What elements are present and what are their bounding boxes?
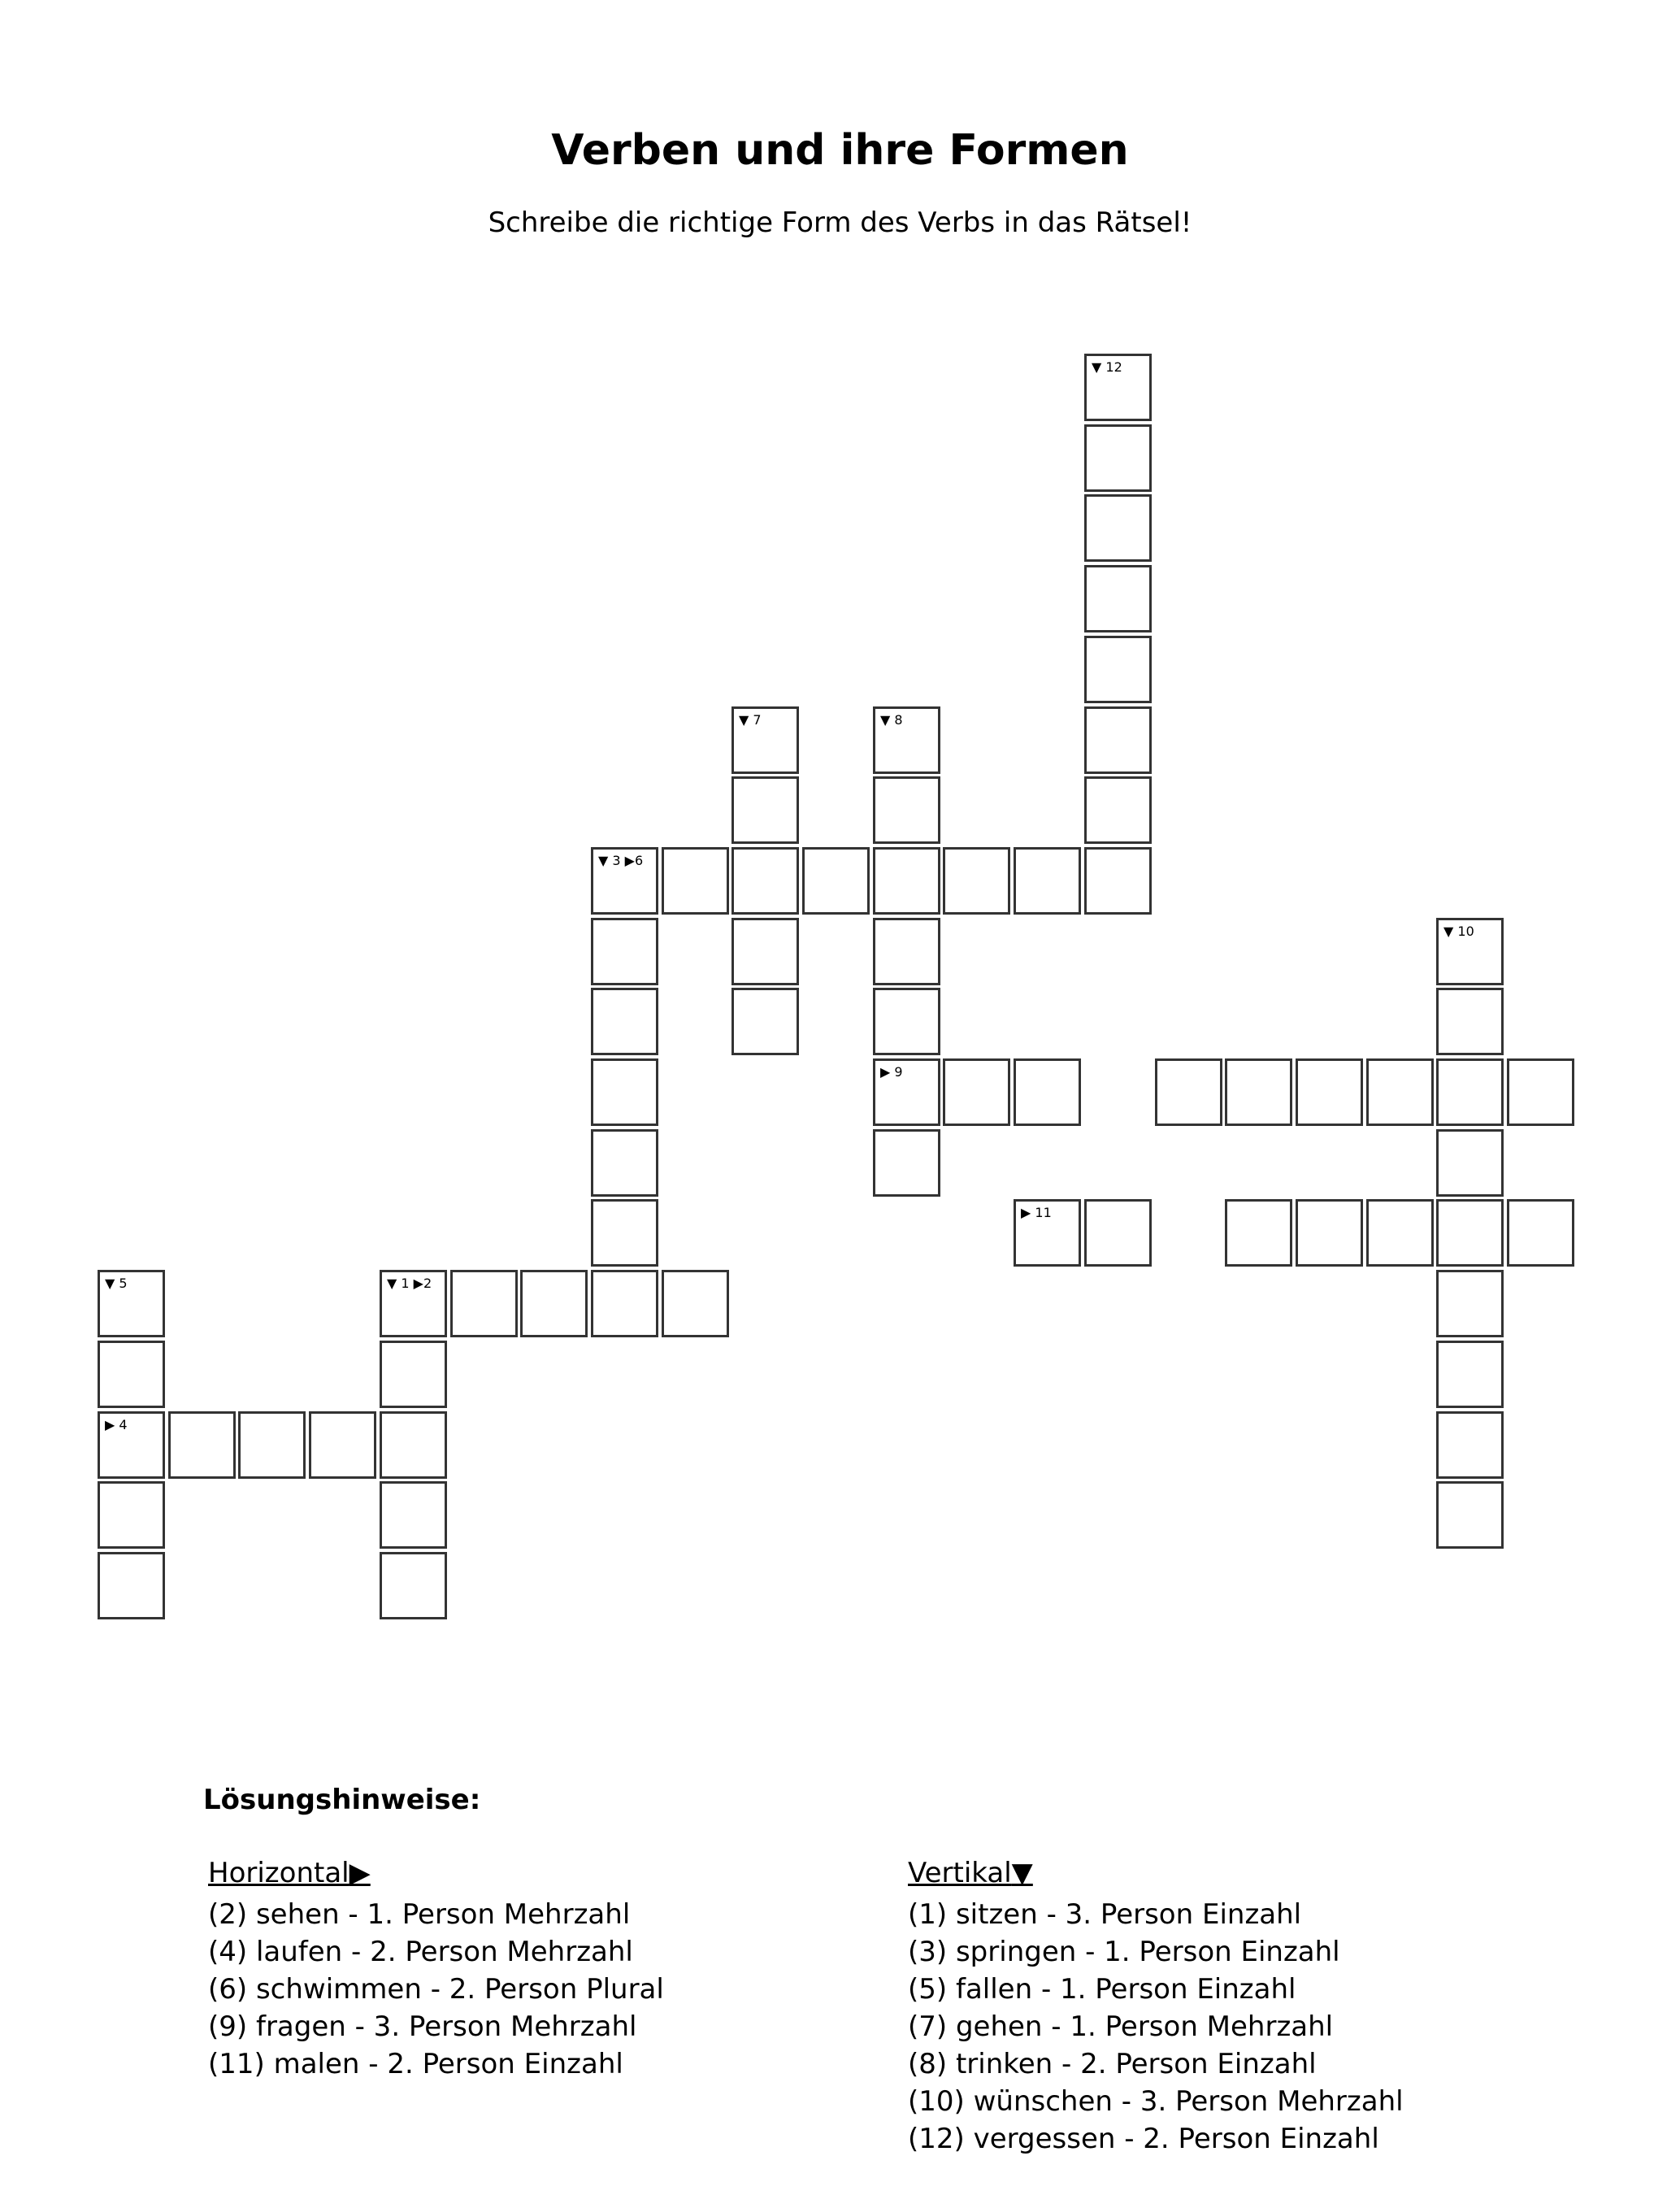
clue-horizontal-4: (4) laufen - 2. Person Mehrzahl <box>208 1936 633 1968</box>
crossword-cell[interactable] <box>1225 1199 1292 1267</box>
crossword-cell[interactable] <box>309 1411 376 1479</box>
crossword-cell[interactable] <box>1084 494 1152 562</box>
vertical-heading: Vertikal▼ <box>908 1857 1033 1889</box>
crossword-cell[interactable] <box>1436 1199 1504 1267</box>
crossword-cell[interactable] <box>98 1552 165 1619</box>
crossword-cell[interactable] <box>731 776 799 844</box>
clue-number-label: ▼ 3 ▶6 <box>598 853 644 868</box>
crossword-cell[interactable] <box>591 1129 658 1197</box>
crossword-cell[interactable] <box>1436 1129 1504 1197</box>
clue-number-label: ▼ 12 <box>1092 359 1122 375</box>
clue-number-label: ▼ 10 <box>1443 924 1474 939</box>
crossword-cell[interactable] <box>1225 1058 1292 1126</box>
crossword-cell[interactable] <box>1084 776 1152 844</box>
crossword-cell[interactable] <box>731 988 799 1055</box>
crossword-cell[interactable] <box>1507 1058 1574 1126</box>
crossword-cell[interactable] <box>1436 1341 1504 1408</box>
clue-number-label: ▼ 8 <box>880 712 903 728</box>
crossword-cell[interactable] <box>1296 1058 1363 1126</box>
crossword-cell[interactable] <box>168 1411 236 1479</box>
crossword-cell[interactable] <box>1436 988 1504 1055</box>
crossword-cell[interactable] <box>591 847 658 915</box>
clue-number-label: ▶ 11 <box>1021 1205 1052 1220</box>
crossword-cell[interactable] <box>1436 1411 1504 1479</box>
crossword-cell[interactable] <box>98 1270 165 1337</box>
clue-vertical-12: (12) vergessen - 2. Person Einzahl <box>908 2123 1379 2155</box>
crossword-cell[interactable] <box>1507 1199 1574 1267</box>
hints-heading: Lösungshinweise: <box>203 1784 481 1816</box>
crossword-cell[interactable] <box>520 1270 588 1337</box>
crossword-cell[interactable] <box>380 1481 447 1549</box>
crossword-cell[interactable] <box>1014 1199 1081 1267</box>
crossword-cell[interactable] <box>1436 1481 1504 1549</box>
clue-number-label: ▼ 1 ▶2 <box>387 1276 432 1291</box>
crossword-cell[interactable] <box>380 1270 447 1337</box>
crossword-cell[interactable] <box>873 1058 940 1126</box>
clue-number-label: ▼ 7 <box>739 712 762 728</box>
clue-vertical-5: (5) fallen - 1. Person Einzahl <box>908 1973 1296 2006</box>
crossword-cell[interactable] <box>591 1058 658 1126</box>
crossword-cell[interactable] <box>1436 918 1504 985</box>
crossword-cell[interactable] <box>731 706 799 774</box>
clue-horizontal-9: (9) fragen - 3. Person Mehrzahl <box>208 2010 637 2043</box>
crossword-cell[interactable] <box>873 706 940 774</box>
clue-horizontal-6: (6) schwimmen - 2. Person Plural <box>208 1973 664 2006</box>
crossword-cell[interactable] <box>943 1058 1010 1126</box>
crossword-cell[interactable] <box>591 1199 658 1267</box>
clue-horizontal-2: (2) sehen - 1. Person Mehrzahl <box>208 1898 631 1931</box>
vertical-clues <box>908 1855 1404 2158</box>
crossword-cell[interactable] <box>662 847 729 915</box>
crossword-cell[interactable] <box>1084 706 1152 774</box>
crossword-cell[interactable] <box>1084 424 1152 492</box>
horizontal-heading: Horizontal▶ <box>208 1857 371 1889</box>
crossword-cell[interactable] <box>873 918 940 985</box>
clue-number-label: ▶ 4 <box>105 1417 128 1432</box>
crossword-cell[interactable] <box>1014 847 1081 915</box>
crossword-cell[interactable] <box>731 847 799 915</box>
crossword-cell[interactable] <box>802 847 870 915</box>
clue-vertical-8: (8) trinken - 2. Person Einzahl <box>908 2048 1317 2080</box>
clue-vertical-7: (7) gehen - 1. Person Mehrzahl <box>908 2010 1334 2043</box>
crossword-cell[interactable] <box>380 1341 447 1408</box>
arrow-down-icon: ▼ <box>1011 1857 1033 1889</box>
crossword-cell[interactable] <box>1084 847 1152 915</box>
crossword-cell[interactable] <box>238 1411 306 1479</box>
crossword-cell[interactable] <box>1084 565 1152 632</box>
crossword-cell[interactable] <box>873 847 940 915</box>
crossword-cell[interactable] <box>98 1341 165 1408</box>
crossword-cell[interactable] <box>1436 1270 1504 1337</box>
crossword-cell[interactable] <box>591 988 658 1055</box>
crossword-cell[interactable] <box>731 918 799 985</box>
crossword-cell[interactable] <box>1366 1199 1434 1267</box>
crossword-cell[interactable] <box>1296 1199 1363 1267</box>
crossword-cell[interactable] <box>380 1411 447 1479</box>
crossword-cell[interactable] <box>98 1481 165 1549</box>
crossword-cell[interactable] <box>1084 636 1152 703</box>
crossword-cell[interactable] <box>380 1552 447 1619</box>
crossword-cell[interactable] <box>943 847 1010 915</box>
page-title: Verben und ihre Formen <box>551 126 1129 175</box>
crossword-cell[interactable] <box>450 1270 518 1337</box>
clue-vertical-1: (1) sitzen - 3. Person Einzahl <box>908 1898 1302 1931</box>
arrow-right-icon: ▶ <box>349 1857 371 1889</box>
crossword-cell[interactable] <box>1014 1058 1081 1126</box>
crossword-cell[interactable] <box>1366 1058 1434 1126</box>
crossword-cell[interactable] <box>1155 1058 1222 1126</box>
crossword-cell[interactable] <box>98 1411 165 1479</box>
crossword-cell[interactable] <box>1084 1199 1152 1267</box>
clue-number-label: ▼ 5 <box>105 1276 128 1291</box>
clue-number-label: ▶ 9 <box>880 1064 903 1080</box>
crossword-cell[interactable] <box>1084 354 1152 421</box>
clue-horizontal-11: (11) malen - 2. Person Einzahl <box>208 2048 623 2080</box>
horizontal-clues <box>208 1855 664 2083</box>
clue-vertical-3: (3) springen - 1. Person Einzahl <box>908 1936 1340 1968</box>
crossword-cell[interactable] <box>1436 1058 1504 1126</box>
crossword-cell[interactable] <box>873 988 940 1055</box>
clue-vertical-10: (10) wünschen - 3. Person Mehrzahl <box>908 2085 1404 2118</box>
crossword-cell[interactable] <box>873 1129 940 1197</box>
crossword-cell[interactable] <box>662 1270 729 1337</box>
crossword-cell[interactable] <box>591 1270 658 1337</box>
page-subtitle: Schreibe die richtige Form des Verbs in das Rätsel! <box>488 206 1192 239</box>
crossword-cell[interactable] <box>591 918 658 985</box>
crossword-cell[interactable] <box>873 776 940 844</box>
